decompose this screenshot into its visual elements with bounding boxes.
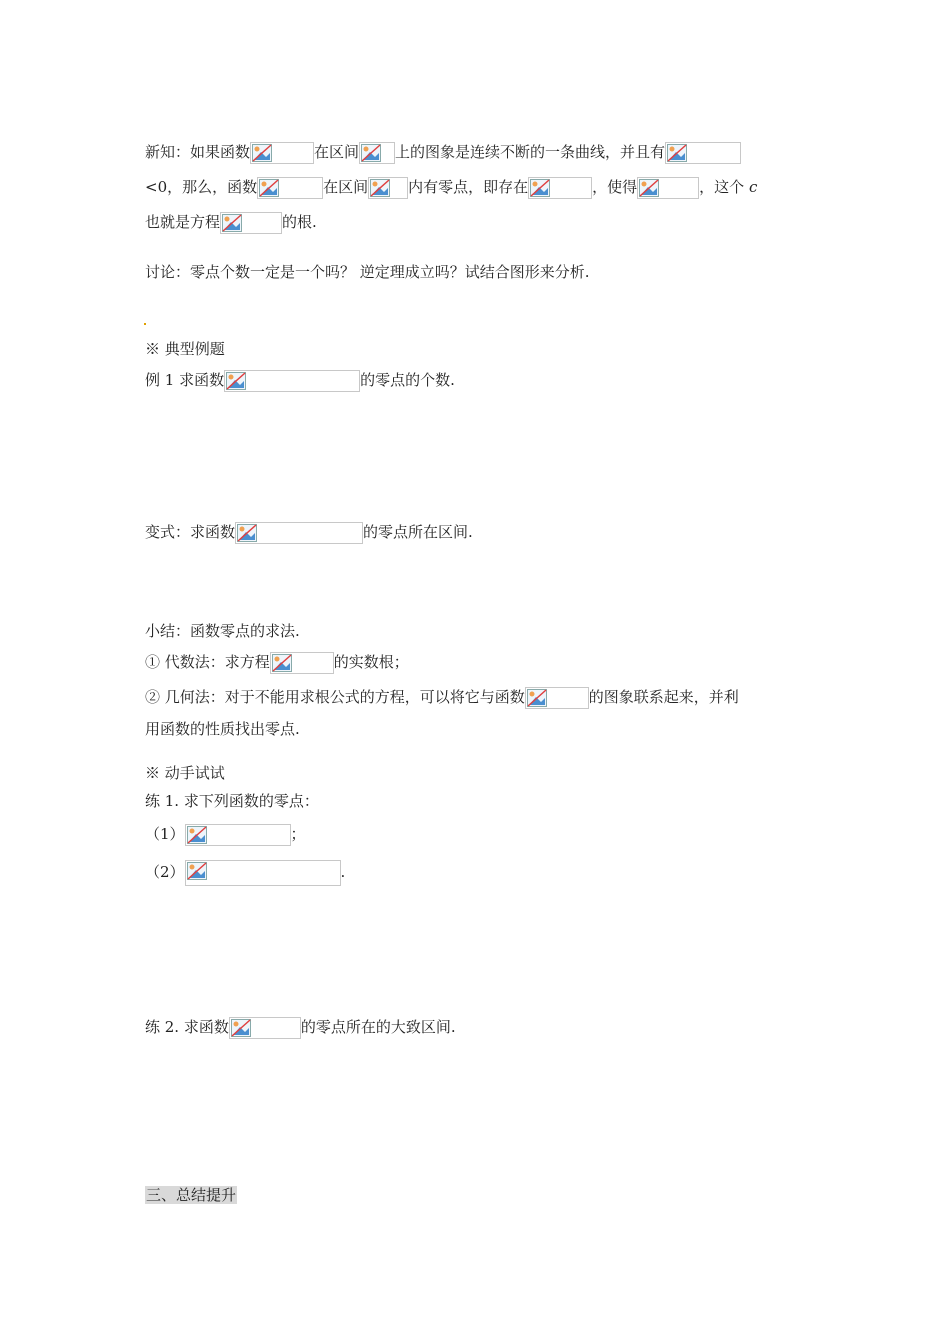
formula-image xyxy=(665,142,741,164)
text: 新知：如果函数 xyxy=(145,143,251,161)
broken-image-icon xyxy=(222,214,242,232)
taolun-paragraph xyxy=(145,259,590,285)
text: 三、总结提升 xyxy=(146,1186,237,1204)
broken-image-icon xyxy=(237,524,257,542)
text: 的零点的个数. xyxy=(360,371,455,389)
text: 练 1. 求下列函数的零点： xyxy=(145,792,319,810)
formula-image xyxy=(185,860,341,886)
text: 在区间 xyxy=(323,178,369,196)
text: 练 2. 求函数 xyxy=(145,1018,229,1036)
text: （2） xyxy=(145,863,185,881)
text: 的零点所在区间. xyxy=(363,523,473,541)
text: . xyxy=(340,863,346,881)
broken-image-icon xyxy=(361,144,381,162)
broken-image-icon xyxy=(187,826,207,844)
section-examples-heading xyxy=(145,336,225,362)
text: ① 代数法：求方程 xyxy=(145,653,270,671)
text: ※ 典型例题 xyxy=(145,340,225,358)
stray-mark xyxy=(144,323,146,325)
text: ② 几何法：对于不能用求根公式的方程，可以将它与函数 xyxy=(145,688,525,706)
text: ，使得 xyxy=(592,178,638,196)
broken-image-icon xyxy=(252,144,272,162)
practice1-item-2 xyxy=(145,859,345,885)
practice1-item-1 xyxy=(145,821,306,847)
practice2 xyxy=(145,1014,456,1040)
formula-image xyxy=(359,142,395,164)
broken-image-icon xyxy=(259,179,279,197)
text: 上的图象是连续不断的一条曲线，并且有 xyxy=(395,143,666,161)
summary-method-2-cont xyxy=(145,716,300,742)
text: 的图象联系起来，并利 xyxy=(588,688,739,706)
section-practice-heading xyxy=(145,760,225,786)
text: ，这个 xyxy=(699,178,745,196)
text: 变式：求函数 xyxy=(145,523,236,541)
xinzhi-line-2 xyxy=(145,174,757,200)
formula-image xyxy=(528,177,592,199)
broken-image-icon xyxy=(370,179,390,197)
broken-image-icon xyxy=(272,654,292,672)
text: （1） xyxy=(145,825,185,843)
text: 讨论：零点个数一定是一个吗？ 逆定理成立吗？试结合图形来分析. xyxy=(145,263,590,281)
text: 在区间 xyxy=(314,143,360,161)
text: 用函数的性质找出零点. xyxy=(145,720,300,738)
broken-image-icon xyxy=(231,1019,251,1037)
broken-image-icon xyxy=(527,689,547,707)
variant xyxy=(145,519,473,545)
formula-image xyxy=(525,687,589,709)
xinzhi-line-1 xyxy=(145,139,741,165)
text: ； xyxy=(290,825,306,843)
summary-title xyxy=(145,618,300,644)
practice1-title xyxy=(145,788,319,814)
summary-method-1 xyxy=(145,649,409,675)
broken-image-icon xyxy=(187,862,207,880)
formula-image xyxy=(224,370,360,392)
broken-image-icon xyxy=(226,372,246,390)
text: 例 1 求函数 xyxy=(145,371,225,389)
formula-image xyxy=(220,212,282,234)
text: <0，那么，函数 xyxy=(145,178,258,196)
formula-image xyxy=(229,1017,301,1039)
formula-image xyxy=(250,142,314,164)
example1 xyxy=(145,367,455,393)
variable-c: c xyxy=(748,178,758,196)
formula-image xyxy=(637,177,699,199)
xinzhi-line-3 xyxy=(145,209,317,235)
text: 也就是方程 xyxy=(145,213,221,231)
text: 小结：函数零点的求法. xyxy=(145,622,300,640)
formula-image xyxy=(270,652,334,674)
formula-image xyxy=(185,824,291,846)
broken-image-icon xyxy=(667,144,687,162)
text: 的零点所在的大致区间. xyxy=(300,1018,456,1036)
text: 的实数根； xyxy=(333,653,409,671)
broken-image-icon xyxy=(639,179,659,197)
text: 的根. xyxy=(282,213,317,231)
formula-image xyxy=(368,177,408,199)
text: ※ 动手试试 xyxy=(145,764,225,782)
section3-heading xyxy=(145,1182,237,1208)
formula-image xyxy=(257,177,323,199)
text: 内有零点，即存在 xyxy=(408,178,529,196)
summary-method-2 xyxy=(145,684,739,710)
broken-image-icon xyxy=(530,179,550,197)
formula-image xyxy=(235,522,363,544)
